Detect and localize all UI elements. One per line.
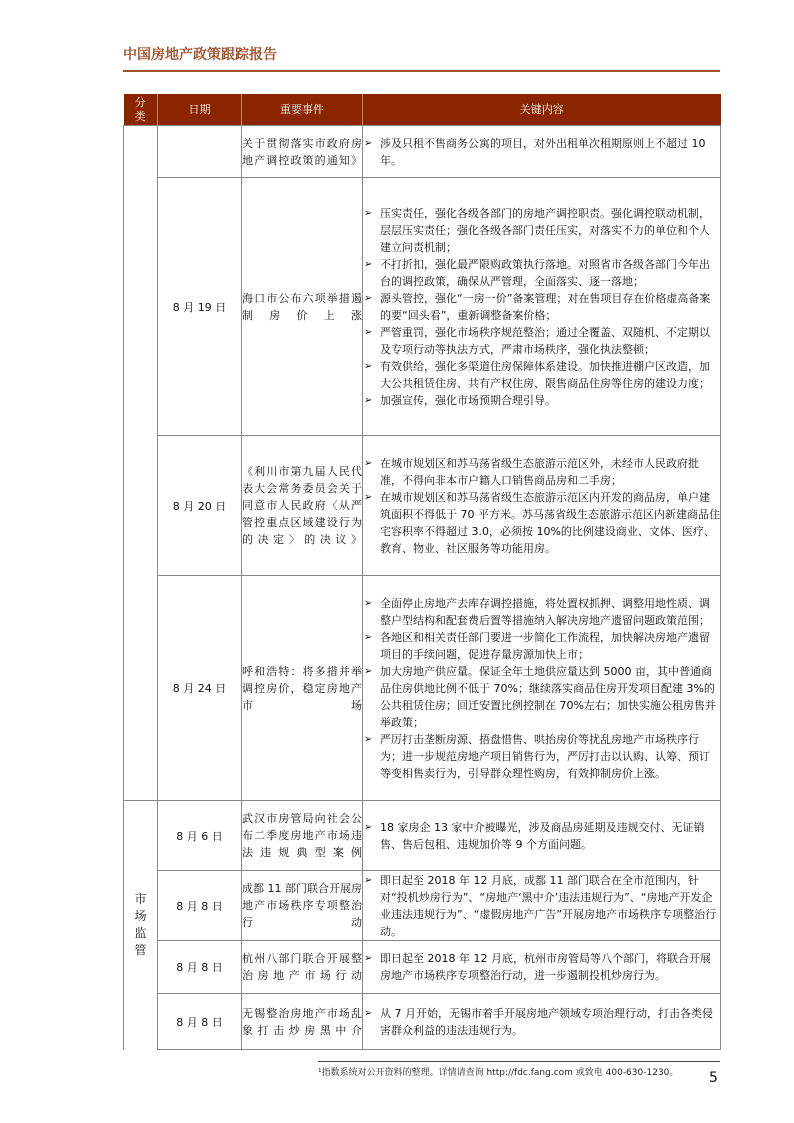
row-date: 8 月 19 日 (158, 178, 242, 436)
table-row (124, 941, 721, 994)
bullet-point: ➢ 加大房地产供应量。保证全年土地供应量达到 5000 亩，其中普通商品住房供地比例不低于 70%；继续落实商品住房开发项目配建 3%的公共租赁住房；回迁安置比例控制在 70%左右；加快实施公租房售并举政策； (363, 663, 720, 731)
table-row (124, 436, 721, 576)
bullet-point: ➢ 从 7 月开始，无锡市着手开展房地产领域专项治理行动，打击各类侵害群众利益的违法违规行为。 (363, 1005, 720, 1039)
row-content (363, 871, 721, 941)
table-row (124, 801, 721, 871)
header-date: 日期 (158, 94, 242, 126)
row-date: 8 月 24 日 (158, 576, 242, 801)
bullet-point: ➢ 在城市规划区和苏马荡省级生态旅游示范区内开发的商品房，单户建筑面积不得低于 70 平方米。苏马荡省级生态旅游示范区内新建商品住宅容积率不得超过 3.0，必须按 10%的比例建设商业、文体、医疗、教育、物业、社区服务等功能用房。 (363, 489, 720, 557)
row-content (363, 436, 721, 576)
bullet-point: ➢ 有效供给，强化多渠道住房保障体系建设。加快推进棚户区改造，加大公共租赁住房、共有产权住房、限售商品住房等住房的建设力度； (363, 358, 720, 392)
row-event: 海口市公布六项举措遏制房价上涨 (242, 178, 363, 436)
header-event: 重要事件 (242, 94, 363, 126)
row-event: 杭州八部门联合开展整治房地产市场行动 (242, 941, 363, 994)
header-divider (123, 70, 720, 72)
bullet-point: ➢ 源头管控，强化“一房一价”备案管理；对在售项目存在价格虚高备案的要“回头看”，重新调整备案价格； (363, 290, 720, 324)
bullet-point: ➢ 严厉打击垄断房源、捂盘惜售、哄抬房价等扰乱房地产市场秩序行为；进一步规范房地产项目销售行为，严厉打击以认购、认筹、预订等变相售卖行为，引导群众理性购房，有效抑制房价上涨。 (363, 731, 720, 782)
bullet-point: ➢ 即日起至 2018 年 12 月底，杭州市房管局等八个部门，将联合开展房地产市场秩序专项整治行动，进一步遏制投机炒房行为。 (363, 950, 720, 984)
bullet-point: ➢ 全面停止房地产去库存调控措施，将处置权抓押、调整用地性质、调整户型结构和配套费后置等措施纳入解决房地产遗留问题政策范围； (363, 595, 720, 629)
row-date (158, 126, 242, 178)
category-cell-market-supervision (124, 801, 158, 1050)
row-date: 8 月 8 日 (158, 994, 242, 1050)
row-content (363, 126, 721, 178)
bullet-point: ➢ 18 家房企 13 家中介被曝光，涉及商品房延期及违规交付、无证销售、售后包租、违规加价等 9 个方面问题。 (363, 819, 720, 853)
row-event: 武汉市房管局向社会公布二季度房地产市场违法违规典型案例 (242, 801, 363, 871)
policy-table (123, 94, 721, 1050)
row-event: 成都 11 部门联合开展房地产市场秩序专项整治行动 (242, 871, 363, 941)
bullet-point: ➢ 即日起至 2018 年 12 月底，成都 11 部门联合在全市范围内，针对“投机炒房行为”、“房地产‘黑中介’违法违规行为”、“房地产开发企业违法违规行为”、“虚假房地产广告”开展房地产市场秩序专项整治行动。 (363, 872, 720, 940)
header-category: 分类 (124, 94, 158, 126)
table-row (124, 871, 721, 941)
row-content (363, 994, 721, 1050)
category-label: 市场监管 (134, 892, 147, 958)
bullet-point: ➢ 涉及只租不售商务公寓的项目，对外出租单次租期原则上不超过 10 年。 (363, 135, 720, 169)
row-event: 《利川市第九届人民代表大会常务委员会关于同意市人民政府〈从严管控重点区域建设行为的决定〉的决议》 (242, 436, 363, 576)
table-row (124, 994, 721, 1050)
bullet-point: ➢ 在城市规划区和苏马荡省级生态旅游示范区外，未经市人民政府批准，不得向非本市户籍人口销售商品房和二手房； (363, 455, 720, 489)
row-event: 关于贯彻落实市政府房地产调控政策的通知》 (242, 126, 363, 178)
bullet-point: ➢ 压实责任，强化各级各部门的房地产调控职责。强化调控联动机制，层层压实责任；强化各级各部门责任压实，对落实不力的单位和个人建立问责机制； (363, 205, 720, 256)
row-date: 8 月 8 日 (158, 871, 242, 941)
row-date: 8 月 8 日 (158, 941, 242, 994)
row-date: 8 月 20 日 (158, 436, 242, 576)
table-row (124, 178, 721, 436)
table-row (124, 126, 721, 178)
row-date: 8 月 6 日 (158, 801, 242, 871)
row-event: 无锡整治房地产市场乱象打击炒房黑中介 (242, 994, 363, 1050)
bullet-point: ➢ 不打折扣，强化最严限购政策执行落地。对照省市各级各部门今年出台的调控政策，确保从严管理，全面落实、逐一落地； (363, 256, 720, 290)
bullet-point: ➢ 严管重罚，强化市场秩序规范整治；通过全覆盖、双随机、不定期以及专项行动等执法方式，严肃市场秩序，强化执法整顿； (363, 324, 720, 358)
footnote: ¹指数系统对公开资料的整理。详情请查询 http://fdc.fang.com 或致电 400-630-1230。 (318, 1068, 679, 1078)
row-content (363, 941, 721, 994)
row-content (363, 178, 721, 436)
bullet-point: ➢ 各地区和相关责任部门要进一步简化工作流程，加快解决房地产遗留项目的手续问题，促进存量房源加快上市； (363, 629, 720, 663)
page-number: 5 (709, 1070, 718, 1086)
category-cell-continued (124, 126, 158, 801)
header-content: 关键内容 (363, 94, 721, 126)
row-content (363, 576, 721, 801)
bullet-point: ➢ 加强宣传，强化市场预期合理引导。 (363, 392, 720, 409)
table-header-row (124, 94, 721, 126)
row-content (363, 801, 721, 871)
footnote-divider (318, 1061, 720, 1062)
report-title: 中国房地产政策跟踪报告 (123, 47, 277, 63)
row-event: 呼和浩特：将多措并举调控房价，稳定房地产市场 (242, 576, 363, 801)
table-row (124, 576, 721, 801)
